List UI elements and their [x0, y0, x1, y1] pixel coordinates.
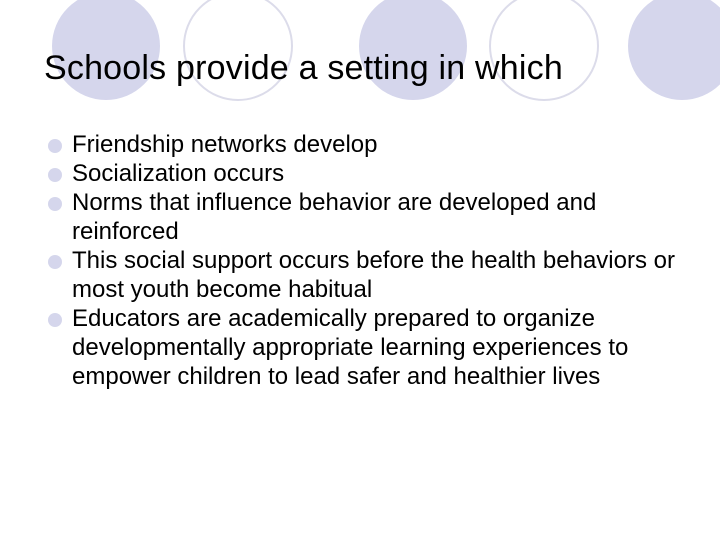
- bullet-dot-icon: [48, 197, 62, 211]
- bullet-item: [48, 130, 698, 159]
- bullet-item: [48, 304, 698, 391]
- bullet-item: [48, 159, 698, 188]
- bullet-dot-icon: [48, 168, 62, 182]
- bullet-text: Norms that influence behavior are developed and reinforced: [72, 189, 597, 245]
- slide-title: Schools provide a setting in which: [44, 49, 563, 87]
- bullet-text: This social support occurs before the health behaviors or most youth become habitual: [72, 247, 675, 303]
- bullet-item: [48, 188, 698, 246]
- bullet-item: [48, 246, 698, 304]
- deco-circle-filled: [628, 0, 720, 100]
- bullet-dot-icon: [48, 255, 62, 269]
- bullet-text: Friendship networks develop: [72, 131, 378, 158]
- bullet-dot-icon: [48, 313, 62, 327]
- bullet-text: Socialization occurs: [72, 160, 285, 187]
- bullet-list: [48, 130, 698, 391]
- bullet-dot-icon: [48, 139, 62, 153]
- bullet-text: Educators are academically prepared to organize developmentally appropriate learning experiences to empower children to lead safer and healthier lives: [72, 305, 629, 390]
